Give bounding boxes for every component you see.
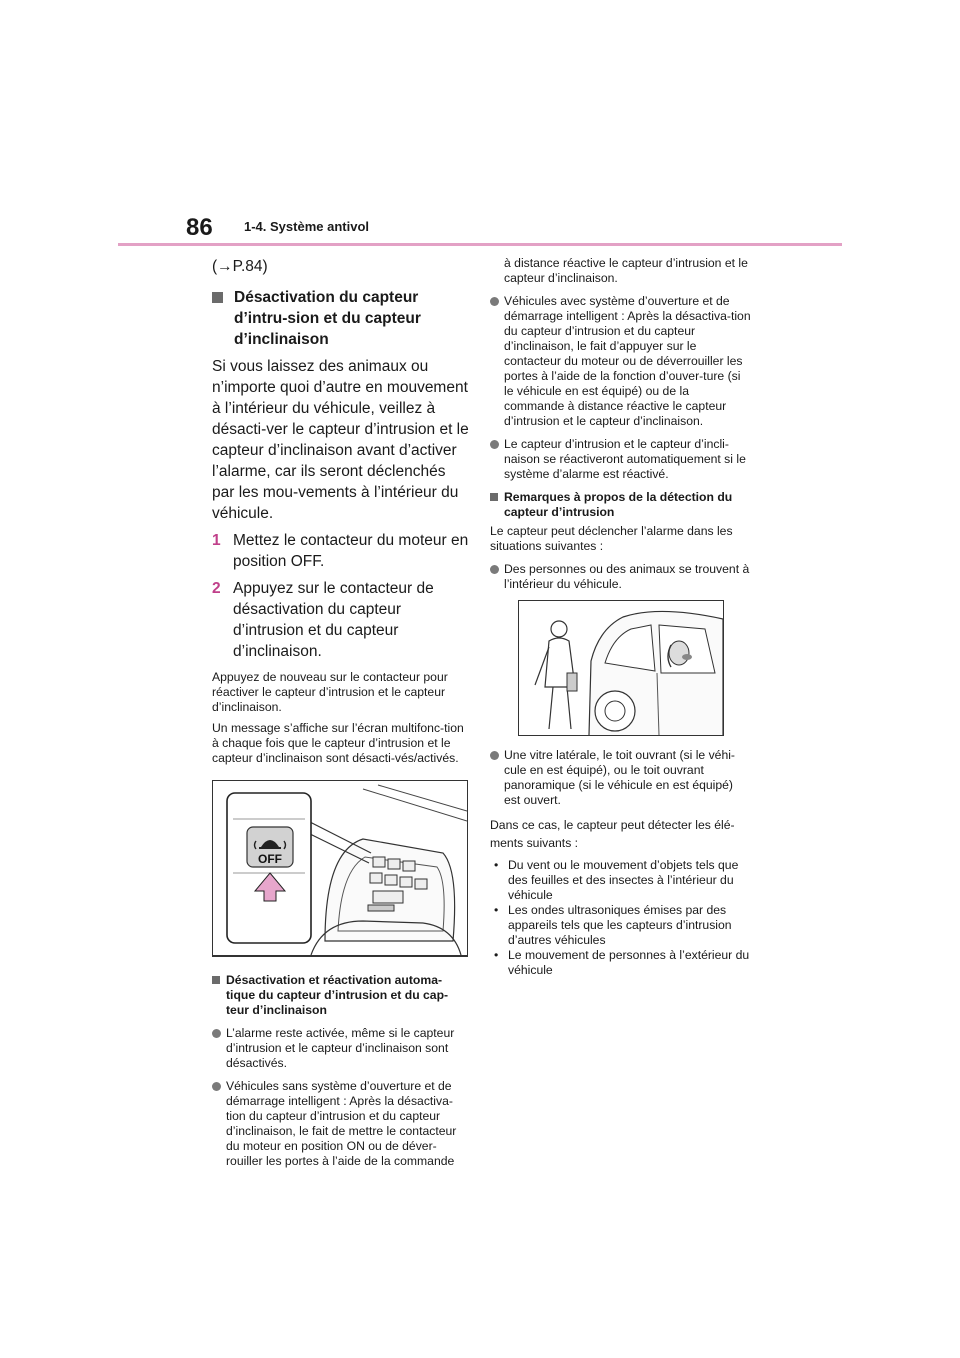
bullet-item <box>212 1026 470 1071</box>
bullet-item <box>212 1079 470 1169</box>
section-title: 1-4. Système antivol <box>244 219 369 234</box>
dash-text: Du vent ou le mouvement d’objets tels que des feuilles et des insectes à l’intérieur du véhicule <box>508 858 739 902</box>
figure-divider <box>212 956 468 957</box>
figure-off-switch <box>212 780 468 956</box>
person-and-dog-illustration <box>519 601 723 735</box>
step-item <box>212 530 470 572</box>
left-column <box>212 256 470 1177</box>
off-button-label: OFF <box>258 852 282 866</box>
step-text: Mettez le contacteur du moteur en position OFF. <box>233 532 469 570</box>
step-item <box>212 578 470 662</box>
bullet-text: Des personnes ou des animaux se trouvent à l’intérieur du véhicule. <box>504 562 750 591</box>
bullet-text: Véhicules avec système d’ouverture et de démarrage intelligent : Après la désactiva-tion du capteur d’intrusion et du capteur d’inclinaison, le fait d’appuyer sur le contacteur du moteur ou de déverrouiller les portes à l’aide de la fonction d’ouver-ture (si le véhicule en est équipé) ou de la commande à distance réactive le capteur d’intrusion et le capteur d’inclinaison. <box>504 294 751 428</box>
bullet-text: Véhicules sans système d’ouverture et de démarrage intelligent : Après la désactiva-tion du capteur d’intrusion et du capteur d’inclinaison, le fait de mettre le contacteur du moteur en position ON ou de déver-rouiller les portes à l’aide de la commande <box>226 1079 457 1168</box>
square-bullet-icon <box>212 292 223 303</box>
overhead-console-illustration <box>213 781 467 955</box>
bullet-item <box>490 562 752 592</box>
intro-paragraph: Si vous laissez des animaux ou n’importe quoi d’autre en mouvement à l’intérieur du véhicule, veillez à désacti-ver le capteur d’intrusion et le capteur d’inclinaison avant d’activer l’alarme, car ils seront déclenchés par les mou-vements à l’intérieur du véhicule. <box>212 358 469 522</box>
notes-intro: Le capteur peut déclencher l’alarme dans les situations suivantes : <box>490 524 733 553</box>
note-paragraph: Un message s’affiche sur l’écran multifonc-tion à chaque fois que le capteur d’intrusion et le capteur d’inclinaison sont désacti-vés/activés. <box>212 721 464 765</box>
figure-dog-in-car <box>518 600 724 736</box>
square-bullet-icon <box>490 493 498 501</box>
bullet-item <box>490 437 752 482</box>
bullet-item <box>490 294 752 429</box>
bullet-text: L’alarme reste activée, même si le capteur d’intrusion et le capteur d’inclinaison sont désactivés. <box>226 1026 455 1070</box>
page-reference: (→P.84) <box>212 258 268 275</box>
page-header <box>0 0 960 250</box>
header-rule <box>118 243 842 246</box>
note-paragraph: Appuyez de nouveau sur le contacteur pour réactiver le capteur d’intrusion et le capteur d’inclinaison. <box>212 670 448 714</box>
notes-heading <box>490 490 752 520</box>
round-bullet-icon <box>490 565 499 574</box>
dash-item: • Du vent ou le mouvement d’objets tels que des feuilles et des insectes à l’intérieur du véhicule <box>494 858 739 902</box>
cases-paragraph: Dans ce cas, le capteur peut détecter les élé-ments suivants : <box>490 818 735 850</box>
round-bullet-icon <box>212 1082 221 1091</box>
round-bullet-icon <box>490 751 499 760</box>
section-heading-text: Désactivation du capteur d’intru-sion et du capteur d’inclinaison <box>234 289 421 348</box>
round-bullet-icon <box>490 297 499 306</box>
page-number: 86 <box>186 214 213 241</box>
square-bullet-icon <box>212 976 220 984</box>
bullet-text: Le capteur d’intrusion et le capteur d’incli-naison se réactiveront automatiquement si le système d’alarme est réactivé. <box>504 437 746 481</box>
notes-heading-text: Remarques à propos de la détection du capteur d’intrusion <box>504 490 733 519</box>
bullet-item <box>490 748 752 808</box>
dash-text: Le mouvement de personnes à l’extérieur du véhicule <box>508 948 750 977</box>
sub-heading <box>212 973 470 1018</box>
section-heading <box>212 287 470 350</box>
right-column <box>490 256 752 978</box>
step-number: 1 <box>212 532 221 549</box>
round-bullet-icon <box>490 440 499 449</box>
continuation-text: à distance réactive le capteur d’intrusion et le capteur d’inclinaison. <box>504 256 748 285</box>
dash-item: • Les ondes ultrasoniques émises par des appareils tels que les capteurs d’intrusion d’autres véhicules <box>494 903 732 947</box>
step-text: Appuyez sur le contacteur de désactivation du capteur d’intrusion et du capteur d’inclinaison. <box>233 580 434 660</box>
step-number: 2 <box>212 580 221 597</box>
bullet-text: Une vitre latérale, le toit ouvrant (si le véhi-cule en est équipé), ou le toit ouvrant panoramique (si le véhicule en est équipé) est ouvert. <box>504 748 735 807</box>
round-bullet-icon <box>212 1029 221 1038</box>
sub-heading-text: Désactivation et réactivation automa-tique du capteur d’intrusion et du cap-teur d’inclinaison <box>226 973 449 1017</box>
dash-text: Les ondes ultrasoniques émises par des appareils tels que les capteurs d’intrusion d’autres véhicules <box>508 903 732 947</box>
dash-item: • Le mouvement de personnes à l’extérieur du véhicule <box>494 948 750 977</box>
